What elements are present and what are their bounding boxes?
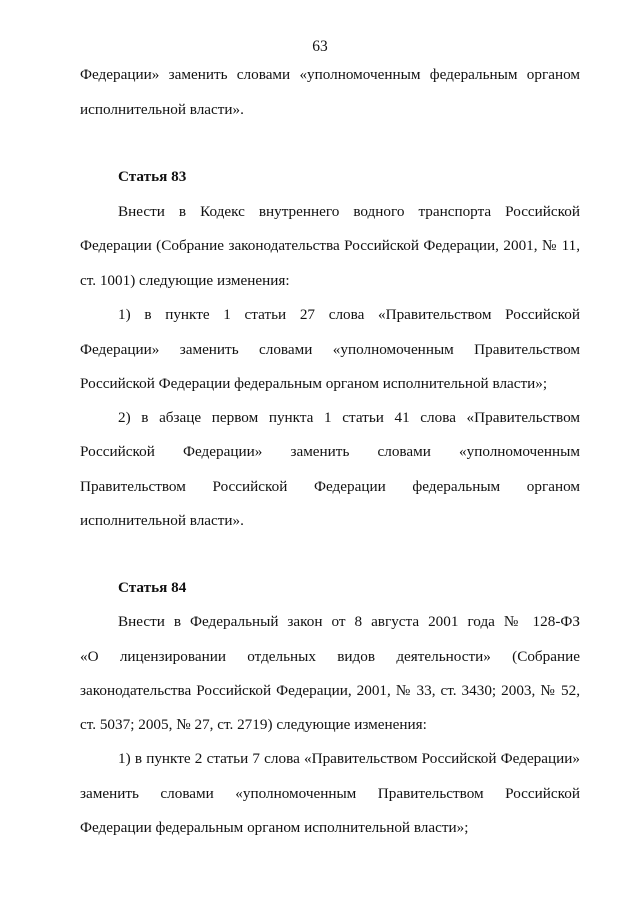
- text-line: Федерации (Собрание законодательства Российской Федерации, 2001, № 11,: [80, 237, 580, 254]
- text-line: ст. 5037; 2005, № 27, ст. 2719) следующие изменения:: [80, 716, 427, 733]
- text-line: Российской Федерации федеральным органом исполнительной власти»;: [80, 375, 548, 392]
- article-heading-84: Статья 84: [118, 579, 187, 596]
- text-line: Внести в Федеральный закон от 8 августа 2001 года № 128-ФЗ: [118, 613, 580, 630]
- text-line: исполнительной власти».: [80, 512, 244, 529]
- text-line: 1) в пункте 1 статьи 27 слова «Правительством Российской: [118, 306, 580, 323]
- text-line: Федерации» заменить словами «уполномоченным Правительством: [80, 341, 580, 358]
- text-line: Федерации» заменить словами «уполномоченным федеральным органом: [80, 66, 580, 83]
- text-line: Правительством Российской Федерации федеральным органом: [80, 478, 580, 495]
- text-line: Российской Федерации» заменить словами «уполномоченным: [80, 443, 580, 460]
- text-line: ст. 1001) следующие изменения:: [80, 272, 290, 289]
- text-line: исполнительной власти».: [80, 101, 244, 118]
- text-line: 2) в абзаце первом пункта 1 статьи 41 слова «Правительством: [118, 409, 580, 426]
- page-number: 63: [312, 38, 328, 55]
- text-line: Федерации федеральным органом исполнительной власти»;: [80, 819, 469, 836]
- article-heading-83: Статья 83: [118, 168, 187, 185]
- text-line: 1) в пункте 2 статьи 7 слова «Правительством Российской Федерации»: [118, 750, 580, 767]
- text-line: законодательства Российской Федерации, 2001, № 33, ст. 3430; 2003, № 52,: [80, 682, 580, 699]
- text-line: «О лицензировании отдельных видов деятельности» (Собрание: [80, 648, 580, 665]
- text-line: заменить словами «уполномоченным Правительством Российской: [80, 785, 580, 802]
- text-line: Внести в Кодекс внутреннего водного транспорта Российской: [118, 203, 580, 220]
